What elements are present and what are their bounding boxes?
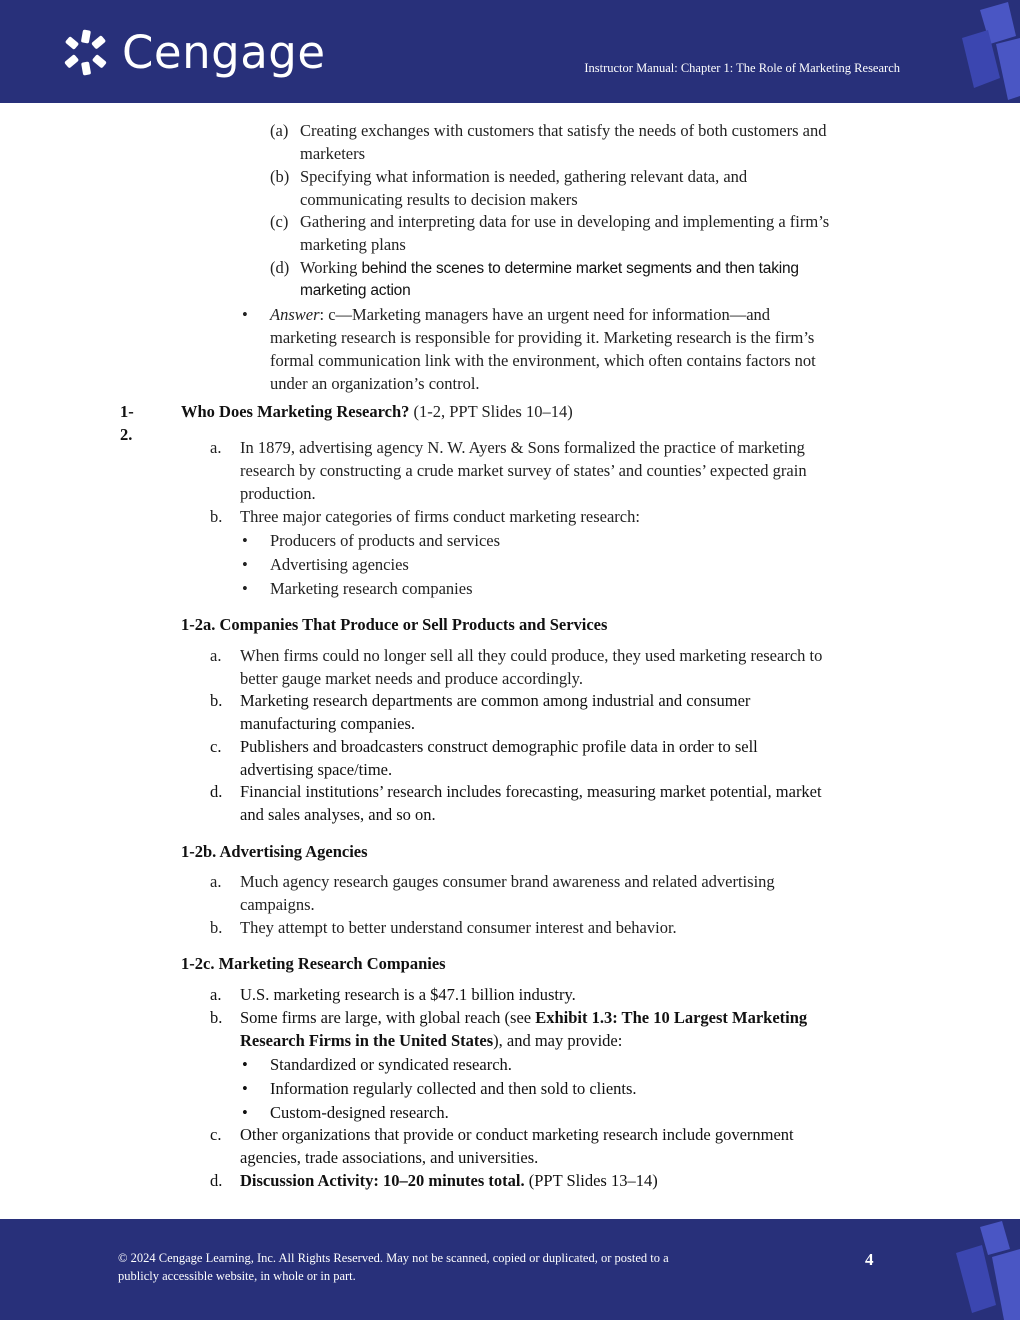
item-label: a. — [210, 872, 222, 891]
page-header — [0, 0, 1020, 103]
item-text: They attempt to better understand consumer interest and behavior. — [240, 918, 677, 937]
copyright-line: publicly accessible website, in whole or in part. — [118, 1269, 356, 1283]
copyright-notice — [118, 1249, 738, 1285]
option-label: (d) — [270, 258, 290, 277]
bullet-text: Standardized or syndicated research. — [270, 1055, 512, 1074]
bullet: • — [242, 1079, 248, 1098]
bullet-text: Advertising agencies — [270, 555, 409, 574]
header-decoration-icon — [960, 0, 1020, 103]
item-text: Much agency research gauges consumer brand awareness and related advertising — [240, 872, 775, 891]
item-text: advertising space/time. — [240, 760, 393, 779]
item-text: campaigns. — [240, 895, 315, 914]
page-number: 4 — [865, 1250, 874, 1269]
answer-line — [270, 303, 770, 326]
bullet: • — [242, 531, 248, 550]
bullet: • — [242, 1055, 248, 1074]
answer-line: marketing research is responsible for providing it. Marketing research is the firm’s — [270, 328, 815, 347]
option-text: Gathering and interpreting data for use in developing and implementing a firm’s — [300, 212, 830, 231]
subsection-title: 1-2b. Advertising Agencies — [181, 842, 368, 861]
option-text — [300, 256, 799, 280]
option-text-rest: behind the scenes to determine market segments and then taking — [361, 260, 799, 277]
bullet-text: Information regularly collected and then sold to clients. — [270, 1079, 637, 1098]
item-label: b. — [210, 691, 223, 710]
item-text: manufacturing companies. — [240, 714, 416, 733]
bullet: • — [242, 1103, 248, 1122]
logo-text: Cengage — [122, 26, 326, 79]
item-text: production. — [240, 484, 316, 503]
answer-line: under an organization’s control. — [270, 374, 480, 393]
copyright-line: © 2024 Cengage Learning, Inc. All Rights Reserved. May not be scanned, copied or duplicated, or posted to a — [118, 1251, 669, 1265]
discussion-activity: Discussion Activity: 10–20 minutes total. — [240, 1171, 525, 1190]
option-text: Specifying what information is needed, gathering relevant data, and — [300, 167, 748, 186]
subsection-title: 1-2a. Companies That Produce or Sell Products and Services — [181, 615, 608, 634]
item-label: b. — [210, 918, 223, 937]
item-label: a. — [210, 438, 222, 457]
item-text: research by constructing a crude market survey of states’ and counties’ expected grain — [240, 461, 807, 480]
bullet: • — [242, 579, 248, 598]
exhibit-reference: Exhibit 1.3: The 10 Largest Marketing — [535, 1008, 808, 1027]
option-text-prefix: Working — [300, 258, 362, 277]
item-label: d. — [210, 782, 223, 801]
option-text: marketing plans — [300, 235, 406, 254]
option-label: (b) — [270, 167, 290, 186]
item-label: c. — [210, 1125, 222, 1144]
footer-decoration-icon — [952, 1219, 1020, 1320]
item-text: better gauge market needs and produce accordingly. — [240, 669, 583, 688]
item-text: Publishers and broadcasters construct demographic profile data in order to sell — [240, 737, 758, 756]
page-footer — [0, 1219, 1020, 1320]
item-text: When firms could no longer sell all they could produce, they used marketing research to — [240, 646, 823, 665]
cengage-mark-icon — [62, 28, 112, 78]
bullet: • — [242, 305, 248, 324]
option-label: (c) — [270, 212, 289, 231]
bullet: • — [242, 555, 248, 574]
item-text-rest: (PPT Slides 13–14) — [524, 1171, 658, 1190]
bullet-text: Marketing research companies — [270, 579, 473, 598]
option-text: communicating results to decision makers — [300, 190, 578, 209]
bullet-text: Producers of products and services — [270, 531, 501, 550]
section-ref: (1-2, PPT Slides 10–14) — [409, 402, 573, 421]
answer-label: Answer — [270, 305, 320, 324]
item-text-rest: ), and may provide: — [493, 1031, 623, 1050]
item-text — [240, 1169, 658, 1192]
item-text-prefix: Some firms are large, with global reach (see — [240, 1008, 536, 1027]
item-text: Marketing research departments are common among industrial and consumer — [240, 691, 751, 710]
item-label: a. — [210, 985, 222, 1004]
option-text: marketers — [300, 144, 366, 163]
item-label: b. — [210, 1008, 223, 1027]
exhibit-reference: Research Firms in the United States — [240, 1031, 494, 1050]
answer-text: : c—Marketing managers have an urgent need for information—and — [319, 305, 771, 324]
section-title — [181, 400, 573, 423]
item-label: c. — [210, 737, 222, 756]
cengage-logo — [62, 28, 326, 78]
section-number: 1-2. — [120, 402, 134, 444]
section-title-bold: Who Does Marketing Research? — [181, 402, 410, 421]
item-text: Three major categories of firms conduct marketing research: — [240, 507, 640, 526]
item-label: d. — [210, 1171, 223, 1190]
item-text: and sales analyses, and so on. — [240, 805, 436, 824]
header-title: Instructor Manual: Chapter 1: The Role of Marketing Research — [584, 61, 900, 75]
item-label: a. — [210, 646, 222, 665]
item-text: U.S. marketing research is a $47.1 billion industry. — [240, 985, 576, 1004]
item-text — [240, 1006, 807, 1029]
answer-line: formal communication link with the environment, which often contains factors not — [270, 351, 816, 370]
item-text: Financial institutions’ research includes forecasting, measuring market potential, market — [240, 782, 822, 801]
option-label: (a) — [270, 121, 289, 140]
item-text — [240, 1029, 622, 1052]
item-text: Other organizations that provide or conduct marketing research include government — [240, 1125, 794, 1144]
option-text: Creating exchanges with customers that satisfy the needs of both customers and — [300, 121, 827, 140]
item-text: In 1879, advertising agency N. W. Ayers & Sons formalized the practice of marketing — [240, 438, 805, 457]
item-text: agencies, trade associations, and universities. — [240, 1148, 539, 1167]
bullet-text: Custom-designed research. — [270, 1103, 449, 1122]
item-label: b. — [210, 507, 223, 526]
option-text: marketing action — [300, 282, 411, 299]
subsection-title: 1-2c. Marketing Research Companies — [181, 954, 446, 973]
